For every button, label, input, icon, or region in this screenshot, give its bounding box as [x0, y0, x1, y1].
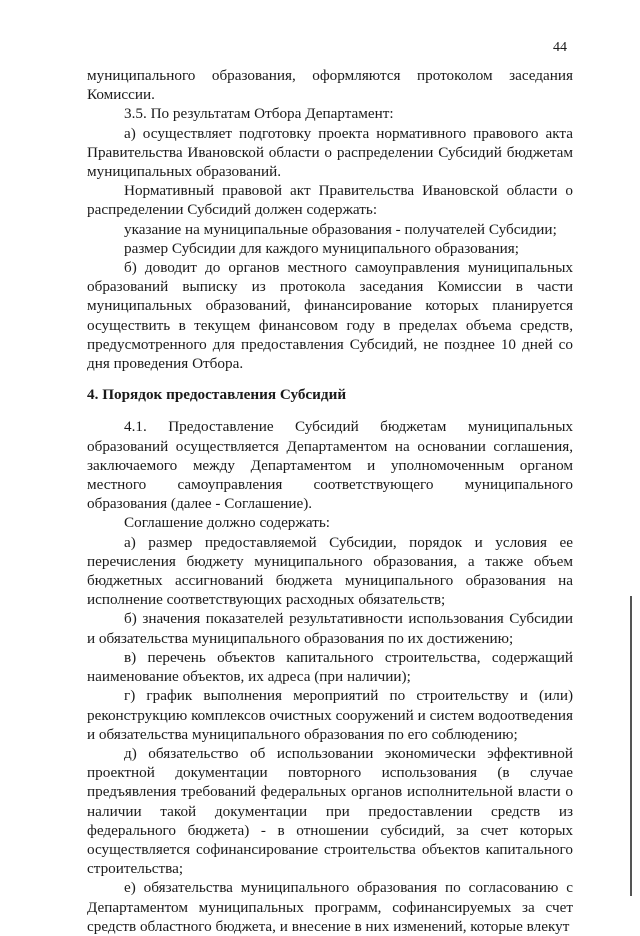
- paragraph-continuation: муниципального образования, оформляются протоколом заседания Комиссии.: [87, 67, 573, 104]
- paragraph-4-b: б) значения показателей результативности использования Субсидии и обязательства муниципального образования по их достижению;: [87, 610, 573, 647]
- paragraph-legal-act: Нормативный правовой акт Правительства Ивановской области о распределении Субсидий должен содержать:: [87, 182, 573, 219]
- paragraph-4-e: е) обязательства муниципального образования по согласованию с Департаментом муниципальных программ, софинансируемых за счет средств областного бюджета, и внесение в них изменений, которые влекут: [87, 879, 573, 935]
- paragraph-3-5-b: б) доводит до органов местного самоуправления муниципальных образований выписку из протокола заседания Комиссии в части муниципальных образований, финансирование которых планируется осуществить в текущем финансовом году в пределах объема средств, предусмотренного для предоставления Субсидий, не позднее 10 дней со дня проведения Отбора.: [87, 259, 573, 373]
- list-item-subsidy-size: размер Субсидии для каждого муниципального образования;: [124, 239, 519, 257]
- paragraph-3-5: 3.5. По результатам Отбора Департамент:: [124, 105, 394, 123]
- page-number: 44: [553, 40, 567, 55]
- paragraph-4-1: 4.1. Предоставление Субсидий бюджетам муниципальных образований осуществляется Департаментом на основании соглашения, заключаемого между Департаментом и уполномоченным органом местного самоуправления соответствующего муниципального образования (далее - Соглашение).: [87, 418, 573, 513]
- paragraph-agreement-contents: Соглашение должно содержать:: [124, 514, 331, 532]
- section-4-heading: 4. Порядок предоставления Субсидий: [87, 386, 347, 404]
- paragraph-4-d: д) обязательство об использовании экономически эффективной проектной документации повторного использования (в случае предъявления требований федеральных органов исполнительной власти о наличии такой документации при предоставлении средств из федерального бюджета) - в отношении субсидий, за счет которых осуществляется софинансирование строительства объектов капитального строительства;: [87, 744, 573, 878]
- paragraph-3-5-a: а) осуществляет подготовку проекта нормативного правового акта Правительства Ивановской области о распределении Субсидий бюджетам муниципальных образований.: [87, 124, 573, 181]
- paragraph-4-a: а) размер предоставляемой Субсидии, порядок и условия ее перечисления бюджету муниципального образования, а также объем бюджетных ассигнований бюджета муниципального образования на исполнение соответствующих расходных обязательств;: [87, 533, 573, 609]
- scan-edge-line: [630, 596, 632, 896]
- document-body: [87, 66, 573, 936]
- list-item-recipients: указание на муниципальные образования - получателей Субсидии;: [124, 220, 557, 238]
- paragraph-4-g: г) график выполнения мероприятий по строительству и (или) реконструкцию комплексов очистных сооружений и систем водоотведения и обязательства муниципального образования по его соблюдению;: [87, 687, 573, 743]
- paragraph-4-v: в) перечень объектов капитального строительства, содержащий наименование объектов, их адреса (при наличии);: [87, 648, 573, 686]
